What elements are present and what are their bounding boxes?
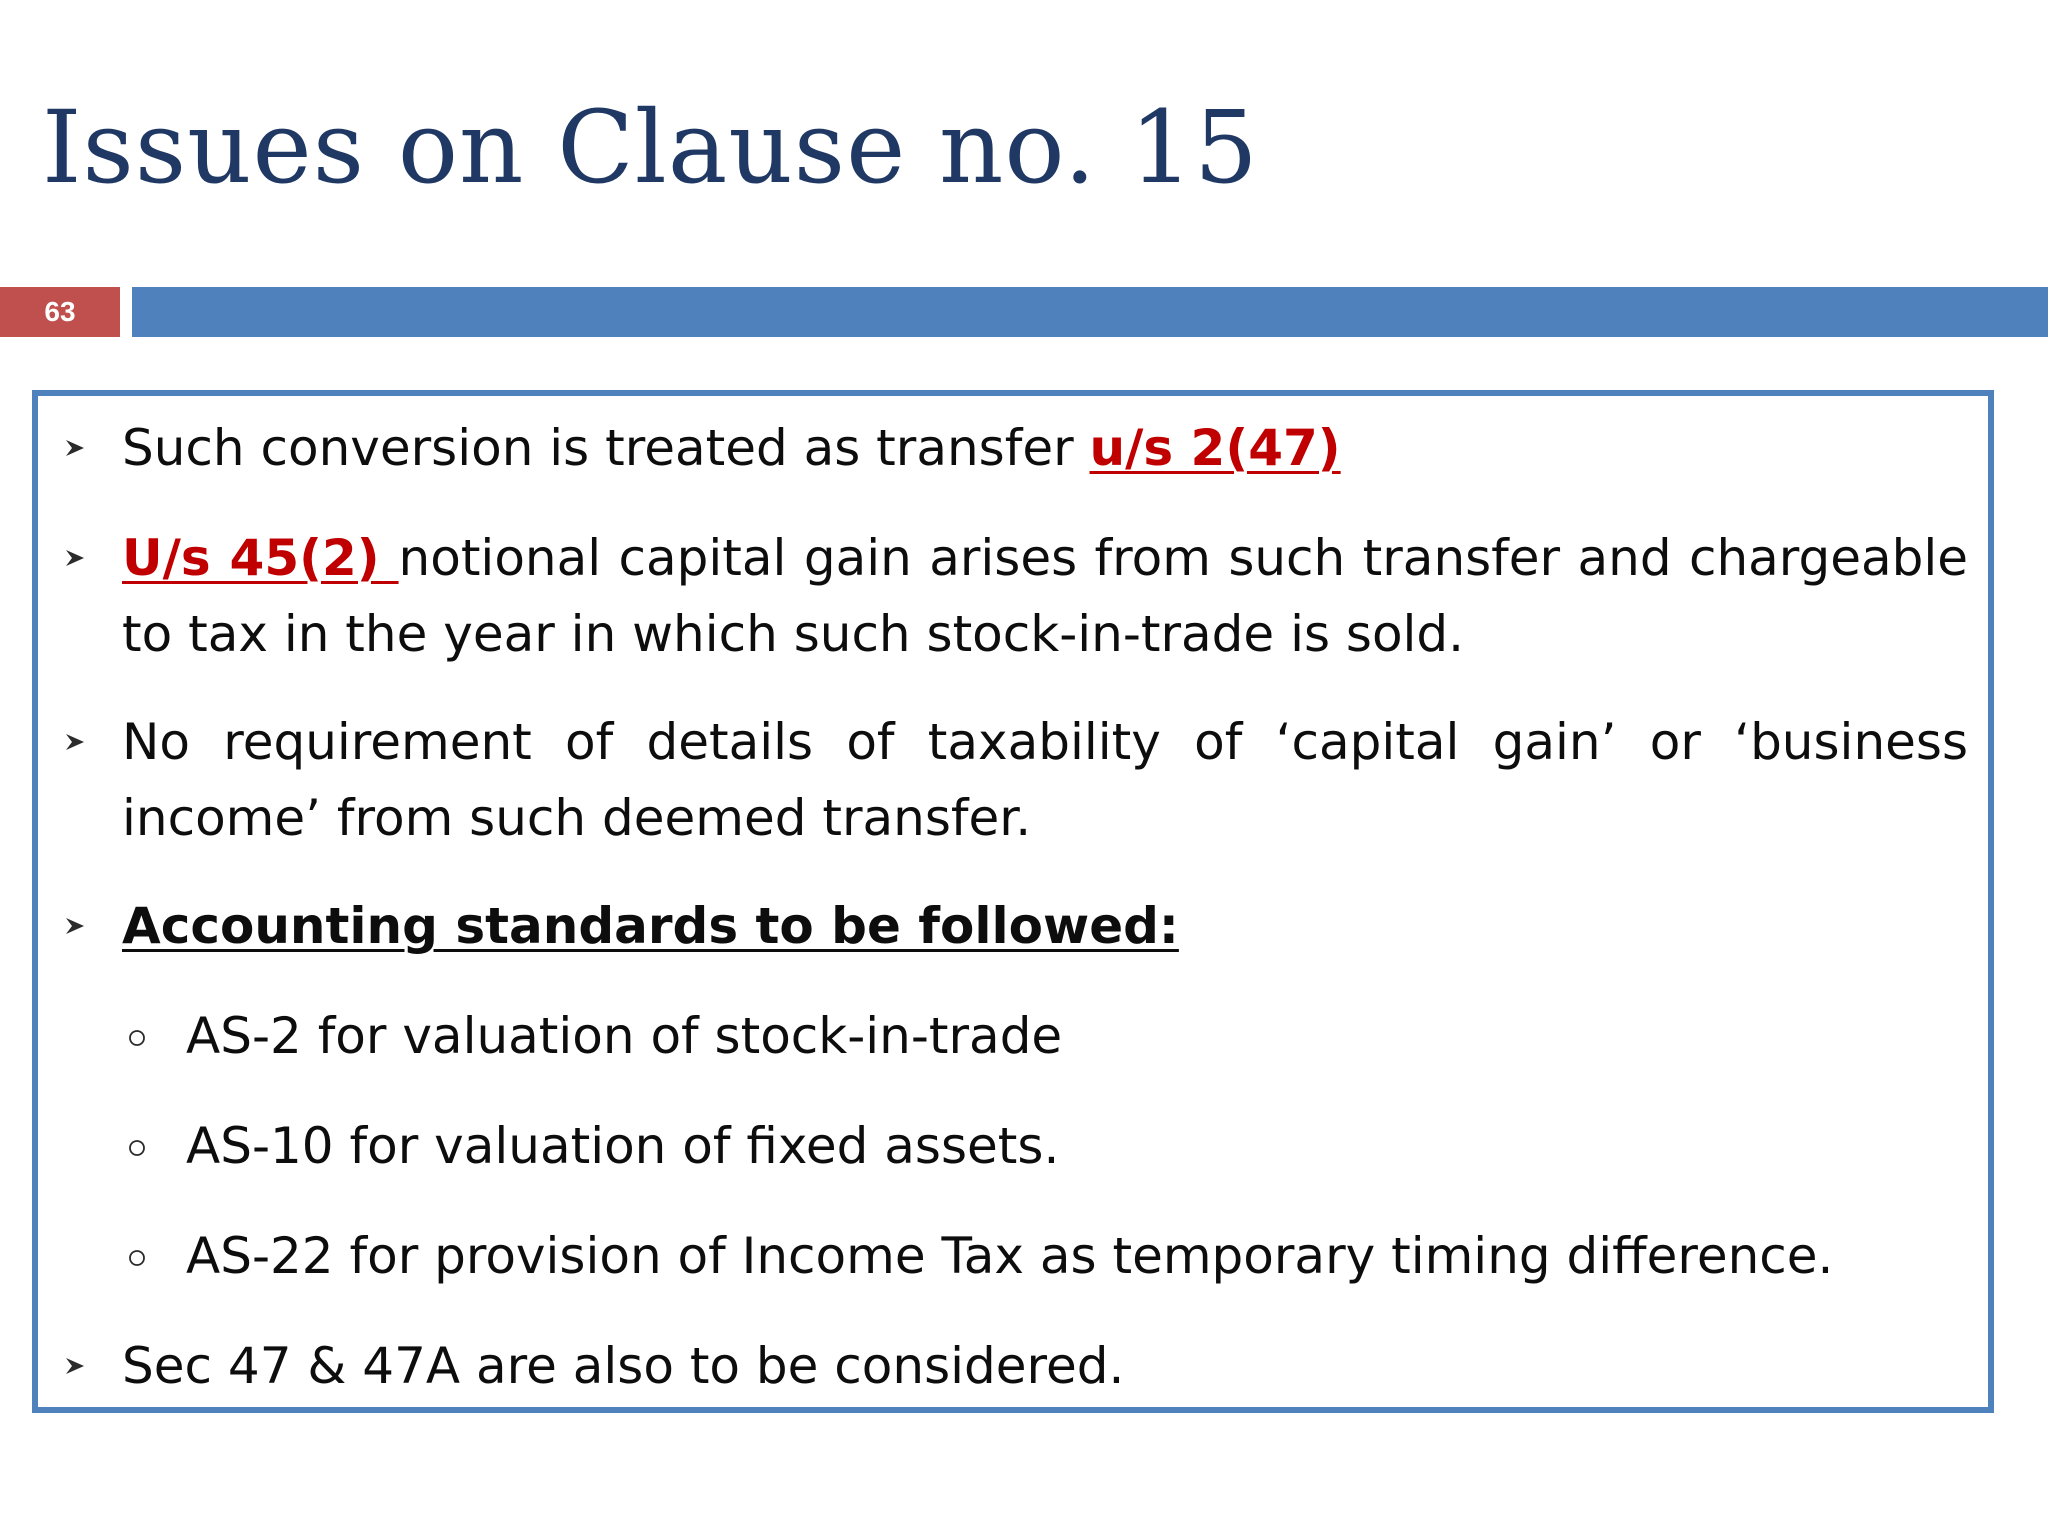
slide-number: 63 xyxy=(0,287,120,337)
arrowhead-bullet-icon xyxy=(60,704,90,780)
slide-title: Issues on Clause no. 15 xyxy=(42,89,1259,206)
sub-bullet-text: AS-2 for valuation of stock-in-trade xyxy=(186,1007,1063,1065)
bullet-text: notional capital gain arises from such transfer and chargeable to tax in the year in which such stock-in-trade is sold. xyxy=(122,529,1969,663)
circle-bullet-icon xyxy=(122,1218,152,1294)
title-divider-bar xyxy=(132,287,2048,337)
circle-bullet-icon xyxy=(122,1108,152,1184)
bullet-text: Such conversion is treated as transfer xyxy=(122,419,1090,477)
section-reference: u/s 2(47) xyxy=(1089,419,1341,477)
sub-bullet-text: AS-10 for valuation of fixed assets. xyxy=(186,1117,1060,1175)
bullet-text: No requirement of details of taxability of ‘capital gain’ or ‘business income’ from such deemed transfer. xyxy=(122,713,1968,847)
sub-bullet-text: AS-22 for provision of Income Tax as temporary timing difference. xyxy=(186,1227,1834,1285)
content-box xyxy=(32,390,1994,1413)
section-reference: U/s 45(2) xyxy=(122,529,399,587)
arrowhead-bullet-icon xyxy=(60,1328,90,1404)
arrowhead-bullet-icon xyxy=(60,888,90,964)
bullet-text: Sec 47 & 47A are also to be considered. xyxy=(122,1337,1125,1395)
arrowhead-bullet-icon xyxy=(60,410,90,486)
section-heading: Accounting standards to be followed: xyxy=(122,897,1179,955)
circle-bullet-icon xyxy=(122,998,152,1074)
arrowhead-bullet-icon xyxy=(60,520,90,596)
